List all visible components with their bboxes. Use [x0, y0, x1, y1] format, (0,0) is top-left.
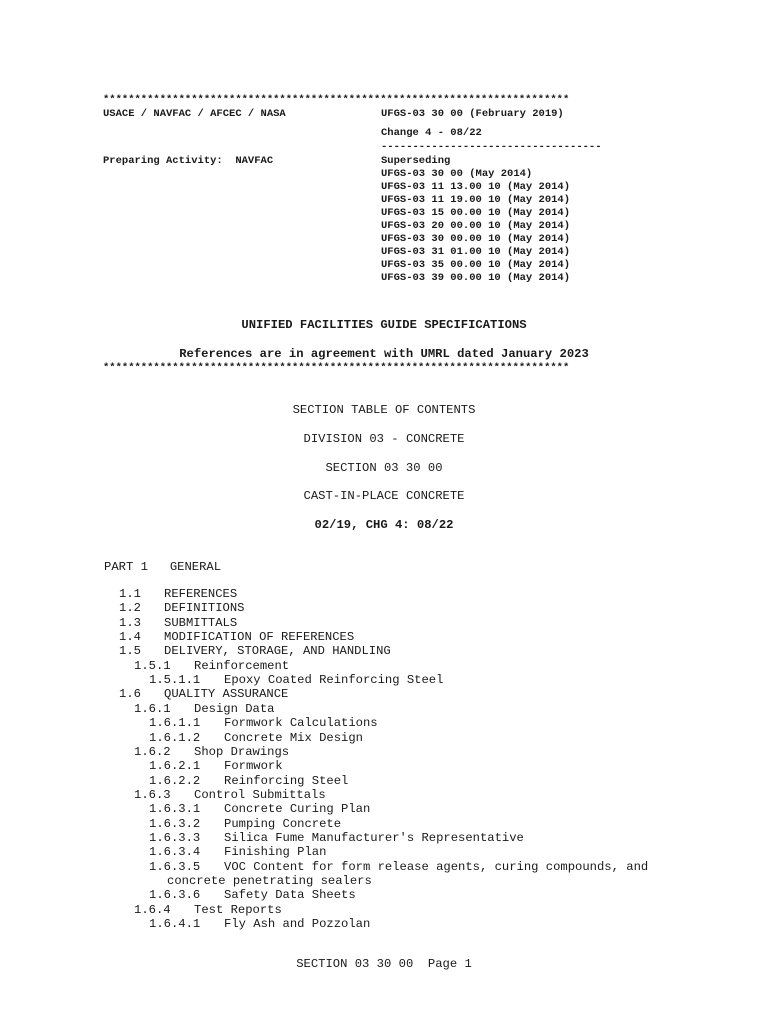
header-stars-top: **************************************************************************	[103, 94, 570, 106]
toc-entry-number: 1.3	[119, 615, 141, 630]
toc-entry	[149, 861, 648, 874]
toc-entry-title: Pumping Concrete	[224, 816, 342, 831]
header-stars-bottom: **************************************************************************	[103, 362, 570, 374]
toc-entry-number: 1.6.1	[134, 701, 171, 716]
toc-entry-title: Finishing Plan	[224, 845, 327, 860]
toc-entry	[119, 631, 354, 644]
toc-entry-title: Fly Ash and Pozzolan	[224, 917, 371, 932]
header-dashes: -----------------------------------	[381, 141, 602, 153]
preparing-activity: Preparing Activity: NAVFAC	[103, 155, 274, 167]
toc-entry-title: Silica Fume Manufacturer's Representative	[224, 830, 524, 845]
toc-entry-number: 1.6.2	[134, 744, 171, 759]
toc-entry	[119, 602, 244, 615]
toc-entry-title: DELIVERY, STORAGE, AND HANDLING	[164, 644, 391, 659]
toc-entry-number: 1.6	[119, 687, 141, 702]
section-number-heading: SECTION 03 30 00	[325, 461, 443, 475]
toc-entry	[149, 732, 363, 745]
toc-entry	[134, 904, 282, 917]
toc-entry	[119, 645, 391, 658]
toc-entry	[149, 832, 524, 845]
toc-entry-number: 1.6.3	[134, 787, 171, 802]
toc-entry	[149, 918, 370, 931]
superseded-item: UFGS-03 20 00.00 10 (May 2014)	[381, 220, 571, 232]
toc-entry-number: 1.6.3.3	[149, 830, 201, 845]
superseded-item: UFGS-03 31 01.00 10 (May 2014)	[381, 246, 571, 258]
toc-entry-number: 1.6.1.1	[149, 716, 201, 731]
division-heading: DIVISION 03 - CONCRETE	[303, 432, 465, 446]
toc-entry-title: Concrete Mix Design	[224, 730, 363, 745]
toc-entry	[149, 889, 356, 902]
section-toc-heading: SECTION TABLE OF CONTENTS	[292, 403, 476, 417]
toc-entry-number: 1.6.3.6	[149, 888, 201, 903]
toc-entry-title: Formwork	[224, 759, 283, 774]
page-footer: SECTION 03 30 00 Page 1	[296, 957, 472, 971]
toc-entry-title: Test Reports	[194, 902, 282, 917]
toc-entry	[149, 760, 283, 773]
toc-entry-title: QUALITY ASSURANCE	[164, 687, 289, 702]
toc-entry	[119, 688, 288, 701]
toc-entry-number: 1.6.1.2	[149, 730, 201, 745]
toc-entry	[167, 875, 372, 888]
toc-entry-number: 1.6.2.1	[149, 759, 201, 774]
toc-entry-number: 1.6.3.1	[149, 802, 201, 817]
toc-entry	[149, 674, 443, 687]
toc-entry-title: Epoxy Coated Reinforcing Steel	[224, 673, 444, 688]
superseding-label: Superseding	[381, 155, 451, 167]
toc-entry-title: Reinforcement	[194, 658, 290, 673]
toc-entry	[134, 789, 326, 802]
toc-entry-number: 1.6.3.2	[149, 816, 201, 831]
toc-entry-number: 1.6.3.4	[149, 845, 201, 860]
toc-entry-title: Control Submittals	[194, 787, 326, 802]
toc-entry-title: Concrete Curing Plan	[224, 802, 371, 817]
toc-entry-number: 1.6.4	[134, 902, 171, 917]
toc-entry	[149, 717, 378, 730]
toc-entry	[149, 803, 370, 816]
superseded-item: UFGS-03 35 00.00 10 (May 2014)	[381, 259, 571, 271]
toc-entry-number: 1.6.3.5	[149, 859, 201, 874]
change-label: Change 4 - 08/22	[381, 127, 482, 139]
superseded-item: UFGS-03 39 00.00 10 (May 2014)	[381, 272, 571, 284]
toc-entry	[134, 746, 289, 759]
superseded-item: UFGS-03 11 13.00 10 (May 2014)	[381, 181, 571, 193]
toc-entry-number: 1.5.1.1	[149, 673, 201, 688]
toc-entry-number: 1.6.4.1	[149, 917, 201, 932]
toc-entry-title: VOC Content for form release agents, curing compounds, and	[224, 859, 649, 874]
superseded-item: UFGS-03 30 00 (May 2014)	[381, 168, 533, 180]
part-heading: PART 1 GENERAL	[104, 560, 222, 574]
toc-entry-title: DEFINITIONS	[164, 601, 245, 616]
toc-entry	[119, 588, 237, 601]
toc-entry-number: 1.2	[119, 601, 141, 616]
toc-entry-title: Design Data	[194, 701, 275, 716]
toc-entry-number: 1.4	[119, 630, 141, 645]
toc-entry-title: concrete penetrating sealers	[167, 874, 372, 888]
toc-entry	[134, 703, 274, 716]
toc-entry-number: 1.6.2.2	[149, 773, 201, 788]
toc-entry-number: 1.5	[119, 644, 141, 659]
toc-entry-title: Formwork Calculations	[224, 716, 378, 731]
toc-entry-title: Shop Drawings	[194, 744, 290, 759]
superseded-item: UFGS-03 15 00.00 10 (May 2014)	[381, 207, 571, 219]
agency-label: USACE / NAVFAC / AFCEC / NASA	[103, 108, 286, 120]
guide-title: UNIFIED FACILITIES GUIDE SPECIFICATIONS	[241, 318, 527, 332]
toc-entry-title: MODIFICATION OF REFERENCES	[164, 630, 355, 645]
toc-entry-title: SUBMITTALS	[164, 615, 238, 630]
toc-entry-title: Safety Data Sheets	[224, 888, 356, 903]
toc-entry	[149, 846, 326, 859]
references-note: References are in agreement with UMRL dated January 2023	[179, 347, 589, 361]
superseded-item: UFGS-03 30 00.00 10 (May 2014)	[381, 233, 571, 245]
toc-entry-number: 1.1	[119, 587, 141, 601]
toc-entry-title: REFERENCES	[164, 587, 238, 601]
toc-entry	[149, 775, 348, 788]
toc-entry-number: 1.5.1	[134, 658, 171, 673]
toc-entry	[134, 660, 289, 673]
ufgs-number: UFGS-03 30 00 (February 2019)	[381, 108, 564, 120]
superseded-item: UFGS-03 11 19.00 10 (May 2014)	[381, 194, 571, 206]
toc-entry	[149, 818, 341, 831]
section-name-heading: CAST-IN-PLACE CONCRETE	[303, 489, 465, 503]
toc-entry-title: Reinforcing Steel	[224, 773, 349, 788]
section-date: 02/19, CHG 4: 08/22	[314, 518, 454, 532]
toc-entry	[119, 617, 237, 630]
